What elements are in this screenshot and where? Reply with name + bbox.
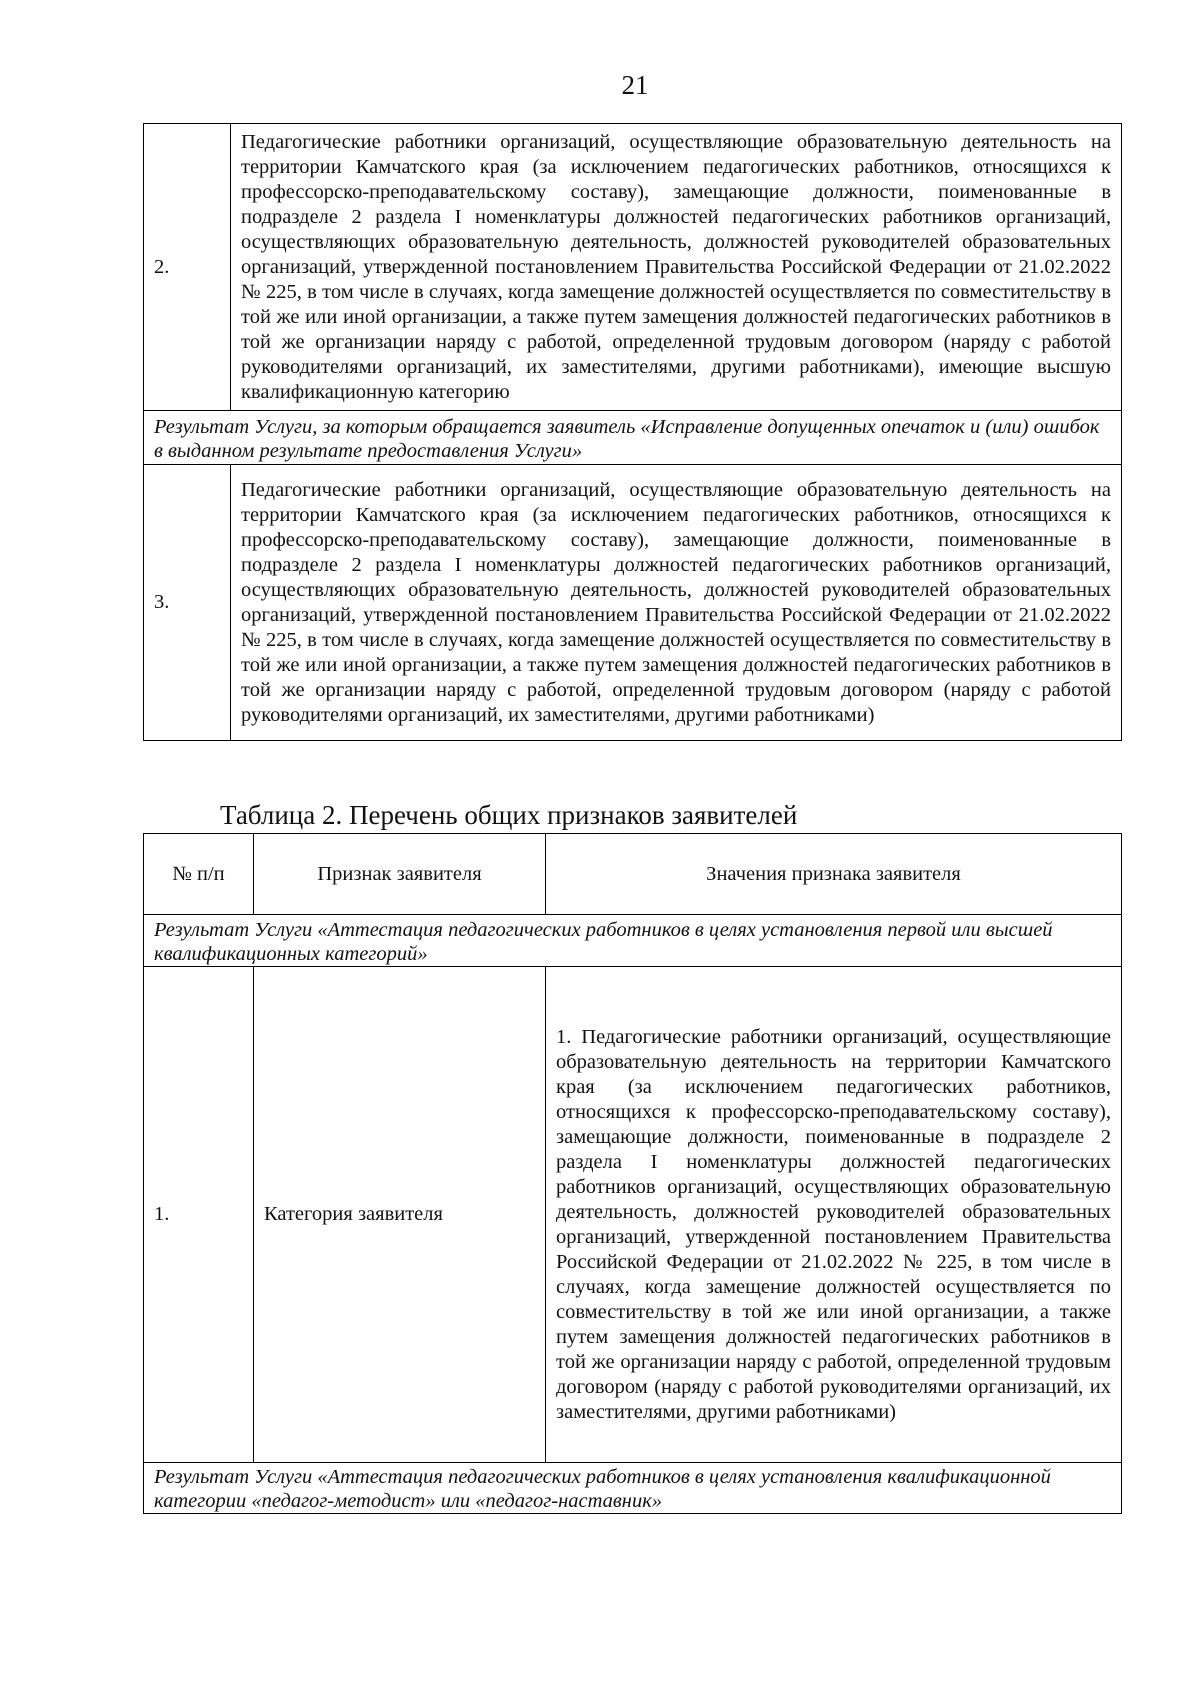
row-value: 1. Педагогические работники организаций, осуществляющие образовательную деятельность на территории Камчатского края (за исключением педагогических работников, относящихся к профессорско-преподавательскому составу), замещающие должности, поименованные в подразделе 2 раздела I номенклатуры должностей педагогических работников организаций, осуществляющих образовательную деятельность, должностей руководителей образовательных организаций, утвержденной постановлением Правительства Российской Федерации от 21.02.2022 № 225, в том числе в случаях, когда замещение должностей осуществляется по совместительству в той же или иной организации, а также путем замещения должностей педагогических работников в той же организации наряду с работой, определенной трудовым договором (наряду с работой руководителями организаций, их заместителями, другими работниками) (546, 967, 1122, 1463)
result-row (144, 1463, 1122, 1514)
header-values: Значения признака заявителя (546, 834, 1122, 915)
table-caption: Таблица 2. Перечень общих признаков заявителей (220, 800, 798, 830)
table-header-row (144, 834, 1122, 915)
row-description: Педагогические работники организаций, осуществляющие образовательную деятельность на территории Камчатского края (за исключением педагогических работников, относящихся к профессорско-преподавательскому составу), замещающие должности, поименованные в подразделе 2 раздела I номенклатуры должностей педагогических работников организаций, осуществляющих образовательную деятельность, должностей руководителей образовательных организаций, утвержденной постановлением Правительства Российской Федерации от 21.02.2022 № 225, в том числе в случаях, когда замещение должностей осуществляется по совместительству в той же или иной организации, а также путем замещения должностей педагогических работников в той же организации наряду с работой, определенной трудовым договором (наряду с работой руководителями организаций, их заместителями, другими работниками), имеющие высшую квалификационную категорию (231, 124, 1122, 411)
table-row (144, 124, 1122, 411)
row-number: 3. (144, 465, 231, 741)
row-number: 1. (144, 967, 254, 1463)
row-sign: Категория заявителя (254, 967, 546, 1463)
result-description: Результат Услуги «Аттестация педагогических работников в целях установления первой или высшей квалификационных категорий» (144, 915, 1122, 967)
result-description: Результат Услуги «Аттестация педагогических работников в целях установления квалификационной категории «педагог-методист» или «педагог-наставник» (144, 1463, 1122, 1514)
row-description: Педагогические работники организаций, осуществляющие образовательную деятельность на территории Камчатского края (за исключением педагогических работников, относящихся к профессорско-преподавательскому составу), замещающие должности, поименованные в подразделе 2 раздела I номенклатуры должностей педагогических работников организаций, осуществляющих образовательную деятельность, должностей руководителей образовательных организаций, утвержденной постановлением Правительства Российской Федерации от 21.02.2022 № 225, в том числе в случаях, когда замещение должностей осуществляется по совместительству в той же или иной организации, а также путем замещения должностей педагогических работников в той же организации наряду с работой, определенной трудовым договором (наряду с работой руководителями организаций, их заместителями, другими работниками) (231, 465, 1122, 741)
result-row (144, 411, 1122, 465)
header-number: № п/п (144, 834, 254, 915)
applicant-options-table-continued (143, 123, 1122, 741)
row-number: 2. (144, 124, 231, 411)
applicant-signs-table (143, 833, 1122, 1514)
table-row (144, 967, 1122, 1463)
page-number: 21 (621, 70, 649, 100)
result-row (144, 915, 1122, 967)
header-sign: Признак заявителя (254, 834, 546, 915)
table-row (144, 465, 1122, 741)
result-description: Результат Услуги, за которым обращается заявитель «Исправление допущенных опечаток и (или) ошибок в выданном результате предоставления Услуги» (144, 411, 1122, 465)
